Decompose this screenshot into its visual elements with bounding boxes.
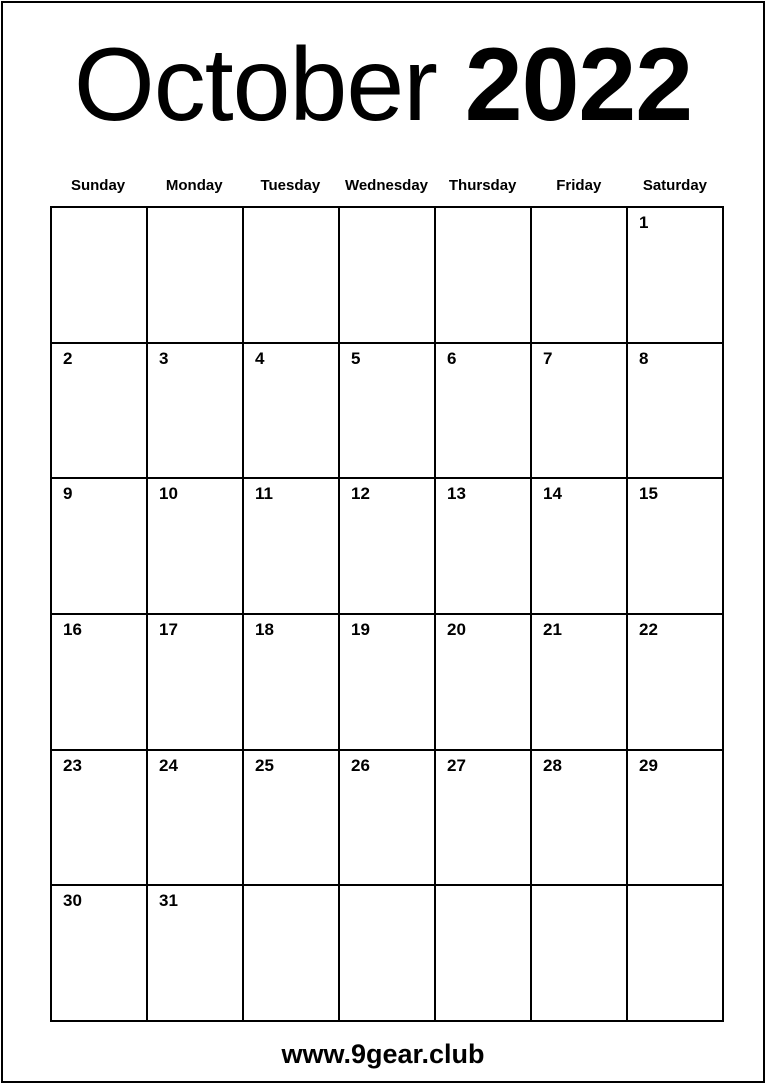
day-cell <box>340 615 436 751</box>
day-number: 24 <box>159 755 178 775</box>
day-cell <box>52 615 148 751</box>
day-cell <box>532 886 628 1022</box>
day-cell <box>628 751 724 887</box>
day-cell <box>244 886 340 1022</box>
weekday-wednesday: Wednesday <box>344 177 429 194</box>
day-cell <box>436 886 532 1022</box>
day-cell <box>532 615 628 751</box>
title-year: 2022 <box>464 27 693 143</box>
day-number: 20 <box>447 620 466 639</box>
day-number: 6 <box>447 348 457 368</box>
weekday-saturday: Saturday <box>642 177 708 194</box>
day-cell <box>244 751 340 887</box>
weekday-tuesday: Tuesday <box>260 177 321 194</box>
day-number: 18 <box>255 620 274 639</box>
calendar-page <box>1 1 765 1083</box>
day-number: 7 <box>543 348 553 368</box>
day-cell <box>532 479 628 615</box>
day-number: 3 <box>159 348 169 368</box>
weekday-monday: Monday <box>165 177 223 194</box>
footer-url: www.9gear.club <box>281 1039 485 1069</box>
day-cell <box>148 751 244 887</box>
day-cell <box>340 479 436 615</box>
day-number: 2 <box>63 348 73 368</box>
weekday-thursday: Thursday <box>448 177 517 194</box>
day-cell <box>148 615 244 751</box>
day-number: 31 <box>159 891 178 911</box>
day-number: 5 <box>351 348 361 368</box>
day-cell <box>628 344 724 480</box>
day-number: 9 <box>63 484 73 504</box>
weekday-header-row <box>50 173 723 203</box>
day-cell <box>628 208 724 344</box>
day-cell <box>340 751 436 887</box>
day-number: 14 <box>543 484 562 504</box>
day-cell <box>436 751 532 887</box>
day-number: 11 <box>255 484 273 504</box>
day-cell <box>532 344 628 480</box>
day-cell <box>532 751 628 887</box>
day-cell <box>52 751 148 887</box>
calendar-title <box>3 25 763 145</box>
day-number: 16 <box>63 620 82 639</box>
day-number: 30 <box>63 891 82 911</box>
day-cell <box>52 344 148 480</box>
day-cell <box>244 344 340 480</box>
day-cell <box>52 208 148 344</box>
day-number: 12 <box>351 484 370 504</box>
day-cell <box>532 208 628 344</box>
day-cell <box>148 208 244 344</box>
day-number: 21 <box>543 620 562 639</box>
day-cell <box>340 886 436 1022</box>
day-cell <box>52 479 148 615</box>
day-cell <box>628 886 724 1022</box>
day-number: 15 <box>639 484 658 504</box>
day-cell <box>436 208 532 344</box>
calendar-grid <box>50 206 724 1022</box>
day-number: 28 <box>543 755 562 775</box>
day-number: 26 <box>351 755 370 775</box>
day-cell <box>340 208 436 344</box>
day-cell <box>436 479 532 615</box>
weekday-sunday: Sunday <box>70 177 126 194</box>
day-cell <box>52 886 148 1022</box>
day-cell <box>148 344 244 480</box>
day-number: 19 <box>351 620 370 639</box>
day-number: 4 <box>255 348 265 368</box>
day-cell <box>244 615 340 751</box>
day-number: 25 <box>255 755 274 775</box>
day-cell <box>148 886 244 1022</box>
day-number: 23 <box>63 755 82 775</box>
day-number: 10 <box>159 484 178 504</box>
day-cell <box>436 344 532 480</box>
day-number: 22 <box>639 620 658 639</box>
weekday-friday: Friday <box>556 177 602 194</box>
day-number: 1 <box>639 213 649 232</box>
day-cell <box>340 344 436 480</box>
day-cell <box>244 479 340 615</box>
day-number: 13 <box>447 484 466 504</box>
day-cell <box>628 615 724 751</box>
day-number: 27 <box>447 755 466 775</box>
day-number: 17 <box>159 620 178 639</box>
day-number: 8 <box>639 348 649 368</box>
day-cell <box>244 208 340 344</box>
day-cell <box>628 479 724 615</box>
day-cell <box>148 479 244 615</box>
day-number: 29 <box>639 755 658 775</box>
day-cell <box>436 615 532 751</box>
title-month: October <box>73 27 437 143</box>
